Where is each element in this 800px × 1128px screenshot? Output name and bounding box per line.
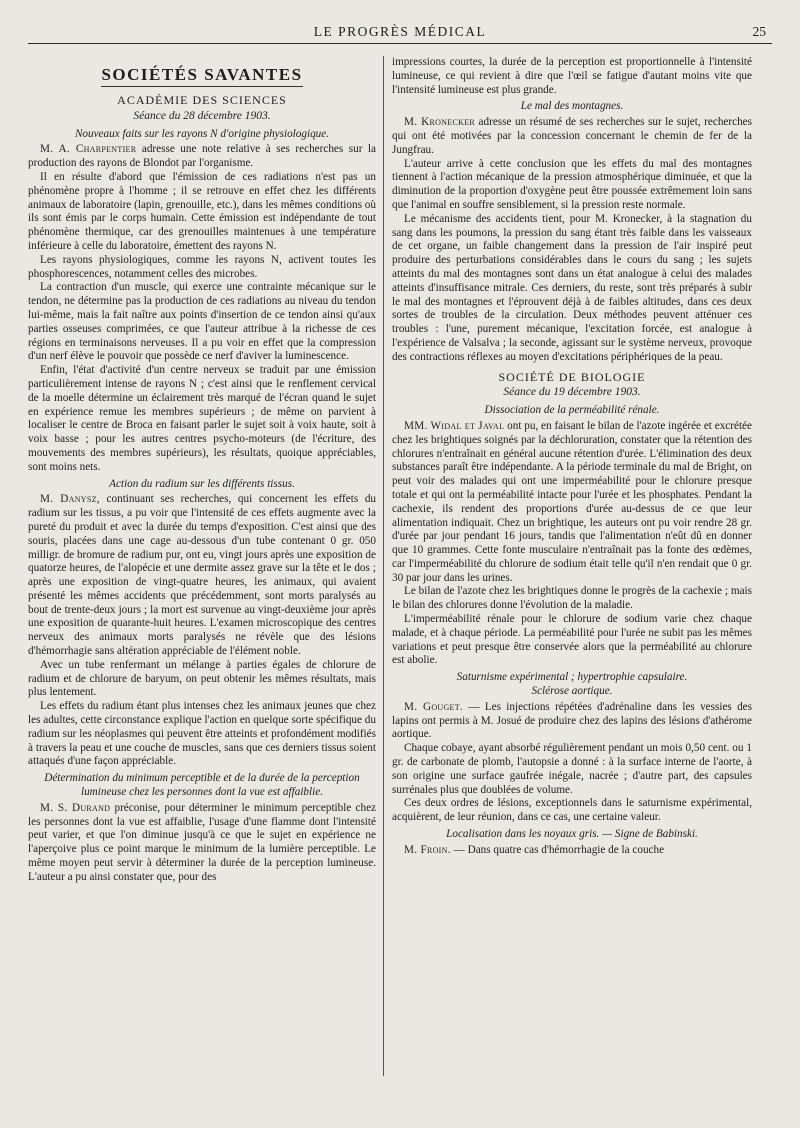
paragraph: L'auteur arrive à cette conclusion que les effets du mal des montagnes tiennent à l'action mécanique de la pression atmosphérique diminuée, et que la diminution de la proportion d'oxygène peut être poussée extrêmement loin sans que l'animal en souffre sensiblement, si la pression reste normale. xyxy=(392,157,752,211)
paragraph: Le mécanisme des accidents tient, pour M. Kronecker, à la stagnation du sang dans les poumons, la pression du sang étant très faible dans les vaisseaux de cet organe, un faible changement dans la pression de l'air inspiré peut produire des perturbations considérables dans le cours du sang ; les sujets atteints du mal des montagnes sont dans un état analogue à celui des malades atteints d'insuffisance mitrale. Ces derniers, du reste, sont très préparés à subir le mal des montagnes et l'éprouvent déjà à de faibles altitudes, dans ces deux sortes de troubles de la circulation. Deux méthodes peuvent atténuer ces troubles : l'une, purement mécanique, l'excitation forcée, est analogue à l'expérience de Valsalva ; la seconde, agissant sur le système nerveux, provoque des contractions réflexes au moyen d'excitations périphériques de la peau. xyxy=(392,212,752,363)
institution-heading: SOCIÉTÉ DE BIOLOGIE xyxy=(498,369,646,384)
paragraph: Ces deux ordres de lésions, exceptionnels dans le saturnisme expérimental, acquièrent, de leur réunion, dans ce cas, une certaine valeur. xyxy=(392,797,752,824)
subheading: Nouveaux faits sur les rayons N d'origine physiologique. xyxy=(74,127,330,140)
section-title: SOCIÉTÉS SAVANTES xyxy=(28,66,376,84)
paragraph: M. Kronecker adresse un résumé de ses recherches sur le sujet, recherches qui ont été motivées par la concession concernant le chemin de fer de la Jungfrau. xyxy=(392,116,752,156)
right-column xyxy=(392,56,752,858)
header-rule xyxy=(28,43,772,44)
session-date: Séance du 28 décembre 1903. xyxy=(133,109,271,122)
paragraph: M. Froin. — Dans quatre cas d'hémorrhagie de la couche xyxy=(404,843,665,856)
column-divider xyxy=(383,56,384,1076)
paragraph: MM. Widal et Javal ont pu, en faisant le bilan de l'azote ingérée et excrétée chez les brightiques soignés par la déchloruration, constater que la rétention des chlorures n'entraînait en général aucune rétention d'urée. L'élimination des deux substances paraît être indépendante. A la période terminale du mal de Bright, on peut voir des malades qui ont une imperméabilité pour le chlorure presque totale et qui ont la perméabilité intacte pour l'urée et les phosphates. Pendant la cachexie, ils rendent des proportions d'urée au-dessus de ce que leur alimentation indiquait. Chez un brightique, les auteurs ont pu voir rendre 28 gr. d'urée par jour pendant 16 jours, tandis que l'alimentation n'eût dû en donner que 10 grammes. Cette fonte musculaire n'entraînait pas la fonte des œdèmes, car l'imperméabilité du chlorure de sodium était telle qu'il n'en rendait que 0 gr. 30 par jour dans les urines. xyxy=(392,419,752,584)
paragraph: Le bilan de l'azote chez les brightiques donne le progrès de la cachexie ; mais le bilan des chlorures donne l'évolution de la maladie. xyxy=(392,585,752,612)
paragraph: Les effets du radium étant plus intenses chez les animaux jeunes que chez les adultes, cette circonstance explique l'action en quelque sorte spécifique du radium sur les néoplasmes qui peuvent être atteints et profondément modifiés à travers la peau et une couche de muscles, sans que ces derniers tissus soient attaqués d'une façon appréciable. xyxy=(28,700,376,768)
paragraph: Chaque cobaye, ayant absorbé régulièrement pendant un mois 0,50 cent. ou 1 gr. de carbonate de plomb, l'autopsie a donné : à la surface interne de l'aorte, à son origine une surface gaufrée inégale, nacrée ; d'autre part, des capsules surrénales plus que doublées de volume. xyxy=(392,742,752,796)
paragraph: impressions courtes, la durée de la perception est proportionnelle à l'intensité lumineuse, ce qui revient à dire que l'œil se fatigue d'autant moins vite que l'intensité lumineuse est plus grande. xyxy=(392,56,752,96)
paragraph: M. S. Durand préconise, pour déterminer le minimum perceptible chez les personnes dont la vue est affaiblie, l'usage d'une flamme dont l'intensité peut varier, et que l'on diminue jusqu'à ce que le sujet en expérience ne l'aperçoive plus ce point marque le minimum de la lumière perceptible. Le même moyen peut servir à déterminer la durée de la perception lumineuse. L'auteur a pu ainsi constater que, pour des xyxy=(28,801,377,883)
paragraph: Les rayons physiologiques, comme les rayons N, activent toutes les phosphorescences, notamment celles des microbes. xyxy=(28,253,376,280)
subheading: Sclérose aortique. xyxy=(531,685,613,698)
subheading: Action du radium sur les différents tissus. xyxy=(109,477,295,490)
paragraph: L'imperméabilité rénale pour le chlorure de sodium varie chez chaque malade, et à chaque période. La perméabilité pour l'urée ne subit pas les mêmes variations et peut presque être conservée alors que la perméabilité au chlorure est abolie. xyxy=(392,613,752,667)
subheading: Détermination du minimum perceptible et de la durée de la perception lumineuse chez les personnes dont la vue est affaiblie. xyxy=(44,772,360,799)
paragraph: La contraction d'un muscle, qui exerce une contrainte mécanique sur le tendon, ne détermine pas la production de ces radiations au niveau du tendon lui-même, mais la fait naître aux points d'insertion de ce tendon ainsi qu'aux parties osseuses comprimées, ce que l'auteur attribue à la richesse de ces régions en terminaisons nerveuses. Il a pu voir en effet que la compression d'un nerf élève le pouvoir que possède ce nerf d'aviver la luminescence. xyxy=(28,281,376,363)
page-number: 25 xyxy=(752,24,766,39)
session-date: Séance du 19 décembre 1903. xyxy=(503,386,641,399)
subheading: Localisation dans les noyaux gris. — Signe de Babinski. xyxy=(446,828,698,841)
paragraph: M. A. Charpentier adresse une note relative à ses recherches sur la production des rayons de Blondot par l'organisme. xyxy=(28,143,376,170)
paragraph: Enfin, l'état d'activité d'un centre nerveux se traduit par une émission particulièrement intense de rayons N ; c'est ainsi que le renflement cervical de la moelle détermine un éclairement très marqué de l'écran quand le sujet en expérience remue les membres supérieurs ; de même on parvient à localiser le centre de Broca en faisant parler le sujet soit à voix haute, soit à voix basse ; pour les autres centres psycho-moteurs (de l'écriture, des mouvements des membres supérieurs), les résultats, quoique appréciables, sont moins nets. xyxy=(28,364,376,473)
paragraph: Il en résulte d'abord que l'émission de ces radiations n'est pas un phénomène propre à l'homme ; il se retrouve en effet chez les différents animaux de laboratoire (lapin, grenouille, etc.), dans les mêmes conditions où ils sont émis par le corps humain. Cette émission est indépendante de tout phénomène thermique, car des grenouilles maintenues à une température inférieure à celle du laboratoire, émettent des rayons N. xyxy=(28,170,376,252)
paragraph: M. Gouget. — Les injections répétées d'adrénaline dans les vessies des lapins ont permis à M. Josué de produire chez des lapins des lésions d'athérome aortique. xyxy=(392,700,752,741)
institution-heading: ACADÉMIE DES SCIENCES xyxy=(117,93,287,107)
running-header xyxy=(28,24,772,44)
subheading: Saturnisme expérimental ; hypertrophie capsulaire. xyxy=(456,671,688,684)
paragraph: Avec un tube renfermant un mélange à parties égales de chlorure de radium et de chlorure de baryum, on peut obtenir les mêmes résultats, mais plus lentement. xyxy=(28,658,376,699)
subheading: Dissociation de la perméabilité rénale. xyxy=(484,404,660,417)
paragraph: M. Danysz, continuant ses recherches, qui concernent les effets du radium sur les tissus, a pu voir que l'intensité de ces effets augmente avec la pureté du produit et avec la durée du temps d'exposition. C'est ainsi que des souris, placées dans une cage au-dessous d'un tube contenant 0 gr. 050 milligr. de bromure de radium pur, ont eu, vingt jours après une exposition de quatorze heures, de l'alopécie et une dermite assez grave sur la tête et le dos ; après une exposition de vingt-quatre heures, les animaux, qui avaient présenté les mêmes accidents que précédemment, sont morts paralysés au bout de trente-deux jours ; la mort est survenue au vingt-deuxième jour après une exposition de quarante-huit heures. L'examen microscopique des centres nerveux des animaux morts paralysés ne révèle que des lésions d'hémorrhagie sans altération appréciable de l'élément noble. xyxy=(28,493,377,658)
subheading: Le mal des montagnes. xyxy=(520,100,624,113)
left-column xyxy=(28,56,376,885)
journal-title: LE PROGRÈS MÉDICAL xyxy=(313,24,487,39)
